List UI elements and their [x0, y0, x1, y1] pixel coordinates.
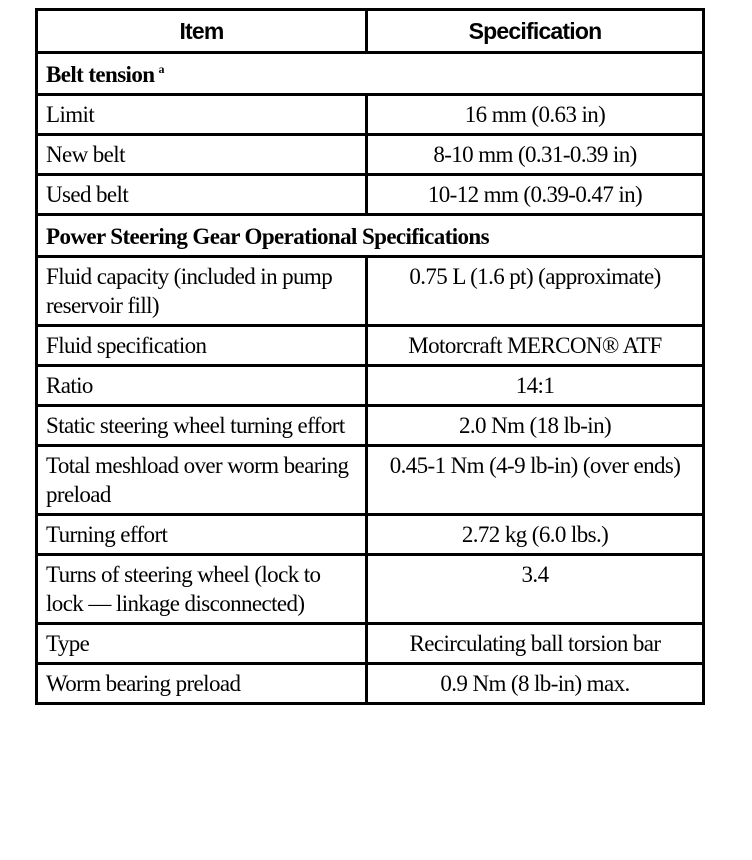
table-row: [37, 257, 704, 326]
spec-cell: 2.72 kg (6.0 lbs.): [367, 515, 704, 555]
column-header-specification: Specification: [367, 10, 704, 53]
table-row: [37, 664, 704, 704]
spec-cell: 14:1: [367, 366, 704, 406]
item-cell: Static steering wheel turning effort: [37, 406, 367, 446]
spec-cell: 3.4: [367, 555, 704, 624]
item-cell: Type: [37, 624, 367, 664]
column-header-item: Item: [37, 10, 367, 53]
header-row: [37, 10, 704, 53]
specification-table: [35, 8, 705, 705]
table-row: [37, 446, 704, 515]
table-row: [37, 95, 704, 135]
footnote-mark: a: [158, 62, 164, 77]
item-cell: Turning effort: [37, 515, 367, 555]
item-cell: Ratio: [37, 366, 367, 406]
item-cell: Turns of steering wheel (lock to lock — linkage disconnected): [37, 555, 367, 624]
table-row: [37, 366, 704, 406]
item-cell: Fluid capacity (included in pump reservoir fill): [37, 257, 367, 326]
table-row: [37, 515, 704, 555]
spec-cell: 2.0 Nm (18 lb-in): [367, 406, 704, 446]
item-cell: Limit: [37, 95, 367, 135]
item-cell: Fluid specification: [37, 326, 367, 366]
spec-cell: 0.9 Nm (8 lb-in) max.: [367, 664, 704, 704]
section-row-belt-tension: [37, 53, 704, 95]
table-row: [37, 406, 704, 446]
spec-cell: Motorcraft MERCON® ATF: [367, 326, 704, 366]
section-title-power-steering: Power Steering Gear Operational Specifications: [37, 215, 704, 257]
item-cell: Total meshload over worm bearing preload: [37, 446, 367, 515]
section-row-power-steering: [37, 215, 704, 257]
item-cell: Worm bearing preload: [37, 664, 367, 704]
table-row: [37, 624, 704, 664]
spec-cell: Recirculating ball torsion bar: [367, 624, 704, 664]
item-cell: New belt: [37, 135, 367, 175]
table-row: [37, 555, 704, 624]
spec-cell: 0.75 L (1.6 pt) (approximate): [367, 257, 704, 326]
table-row: [37, 326, 704, 366]
item-cell: Used belt: [37, 175, 367, 215]
table-row: [37, 175, 704, 215]
section-title-belt-tension: Belt tension: [46, 62, 155, 87]
spec-cell: 8-10 mm (0.31-0.39 in): [367, 135, 704, 175]
section-title-cell: [37, 53, 704, 95]
spec-cell: 16 mm (0.63 in): [367, 95, 704, 135]
table-row: [37, 135, 704, 175]
spec-cell: 10-12 mm (0.39-0.47 in): [367, 175, 704, 215]
spec-cell: 0.45-1 Nm (4-9 lb-in) (over ends): [367, 446, 704, 515]
